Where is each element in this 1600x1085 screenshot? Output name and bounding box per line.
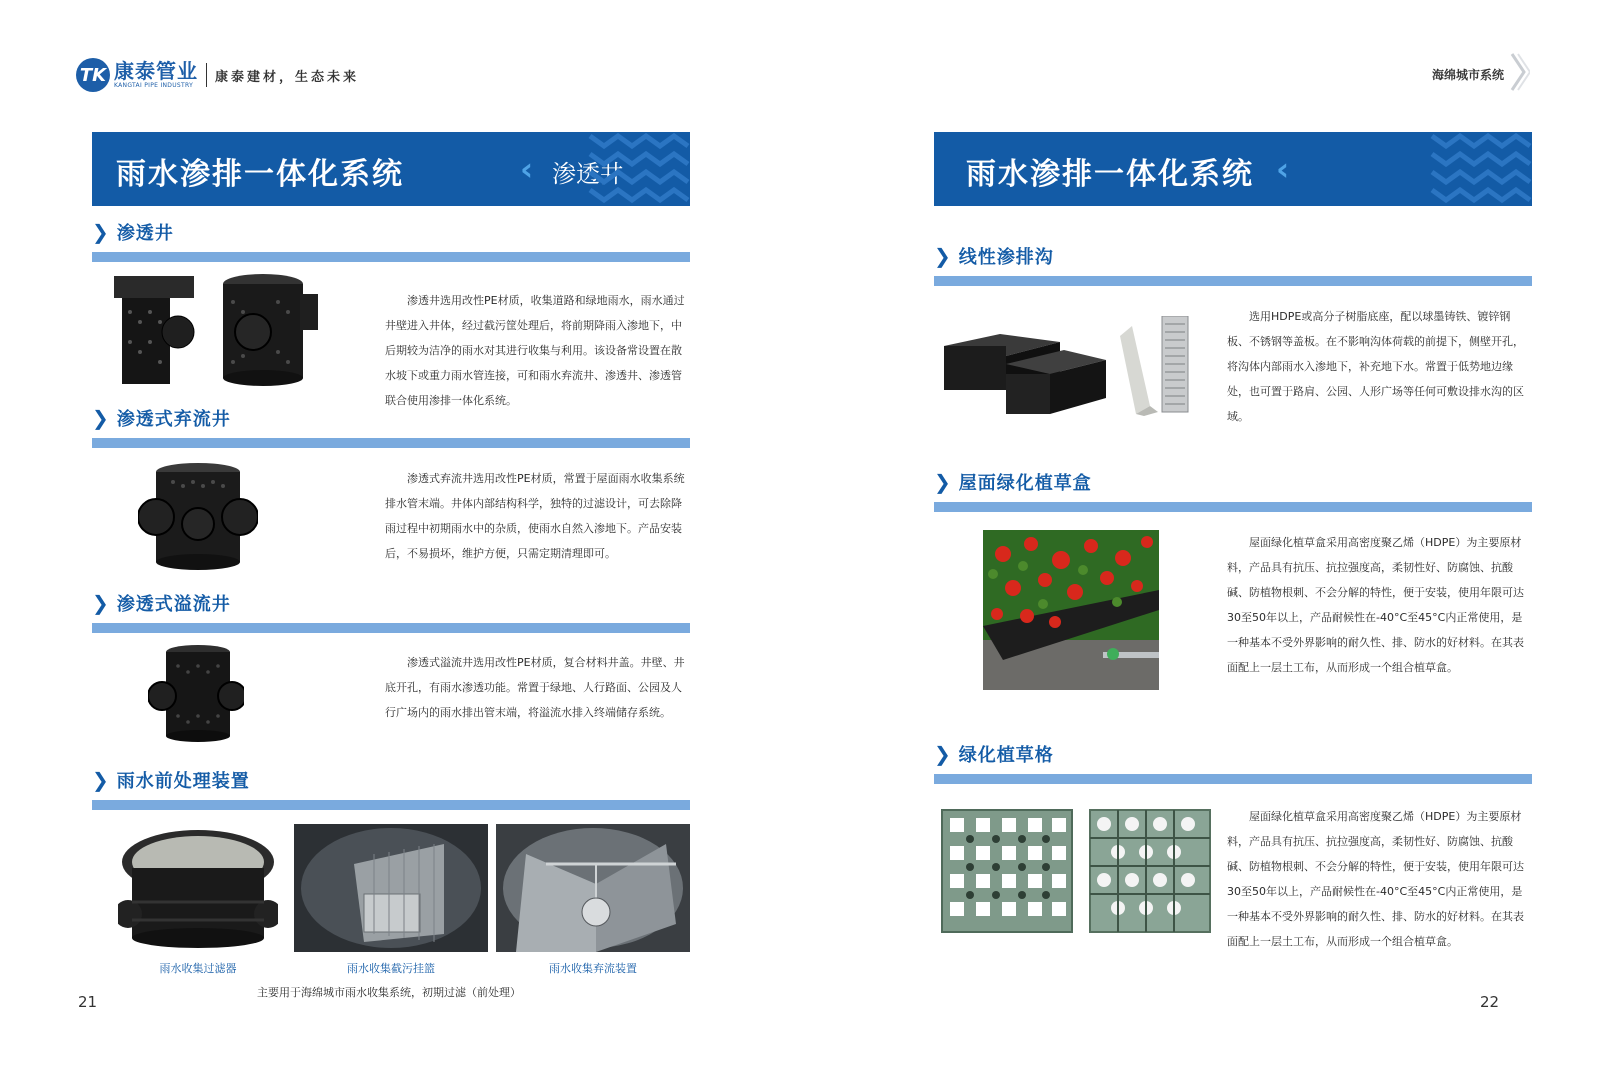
sewage-basket-image bbox=[294, 824, 488, 952]
section-grass-grid bbox=[934, 742, 1532, 784]
section-title: 渗透式溢流井 bbox=[116, 594, 231, 615]
chevron-right-icon: ❯ bbox=[934, 470, 951, 494]
grass-grid-image-2 bbox=[1088, 808, 1212, 934]
chevron-pattern-icon bbox=[580, 132, 690, 206]
chevron-right-icon: ❯ bbox=[92, 220, 109, 244]
rain-filter-image bbox=[118, 824, 278, 952]
overflow-well-image bbox=[148, 644, 244, 744]
chevron-pattern-icon bbox=[1422, 132, 1532, 206]
section-description: 渗透井选用改性PE材质，收集道路和绿地雨水，雨水通过井壁进入井体，经过截污筐处理后，将前期降雨入渗地下，中后期较为洁净的雨水对其进行收集与利用。该设备常设置在散水坡下或重力雨水管连接，可和雨水弃流井、渗透井、渗透管联合使用渗排一体化系统。 bbox=[385, 294, 685, 407]
left-banner-title: 雨水渗排一体化系统 bbox=[116, 157, 404, 192]
section-divider bbox=[92, 800, 690, 810]
section-description: 屋面绿化植草盒采用高密度聚乙烯（HDPE）为主要原材料，产品具有抗压、抗拉强度高，柔韧性好、防腐蚀、抗酸碱、防植物根刺、不会分解的特性，便于安装，使用年限可达30至50年以上，产品耐候性在-40°C至45°C内正常使用，是一种基本不受外界影响的耐久性、排、防水的好材料。在其表面配上一层土工布，从而形成一个组合植草盒。 bbox=[1227, 536, 1524, 674]
section-title: 线性渗排沟 bbox=[958, 247, 1054, 268]
roof-grass-box-image bbox=[983, 530, 1159, 690]
caption-sewage-basket: 雨水收集截污挂篮 bbox=[347, 962, 435, 975]
chevron-right-icon: ❯ bbox=[92, 768, 109, 792]
header-series-title: 海绵城市系统 bbox=[1431, 68, 1504, 82]
page-number-left: 21 bbox=[78, 993, 98, 1011]
section-pretreatment bbox=[92, 768, 690, 810]
section-description: 屋面绿化植草盒采用高密度聚乙烯（HDPE）为主要原材料，产品具有抗压、抗拉强度高，柔韧性好、防腐蚀、抗酸碱、防植物根刺、不会分解的特性，便于安装，使用年限可达30至50年以上，产品耐候性在-40°C至45°C内正常使用，是一种基本不受外界影响的耐久性、排、防水的好材料。在其表面配上一层土工布，从而形成一个组合植草盒。 bbox=[1227, 810, 1524, 948]
section-discard-well bbox=[92, 406, 690, 448]
brand-name-cn: 康泰管业 bbox=[114, 59, 198, 83]
section-linear-trench bbox=[934, 244, 1532, 286]
section-title: 绿化植草格 bbox=[958, 745, 1054, 766]
right-banner bbox=[934, 132, 1532, 206]
section-title: 渗透式弃流井 bbox=[116, 409, 231, 430]
right-banner-title: 雨水渗排一体化系统 bbox=[966, 157, 1254, 192]
pretreatment-note: 主要用于海绵城市雨水收集系统，初期过滤（前处理） bbox=[257, 986, 521, 999]
logo-divider bbox=[206, 63, 207, 87]
section-infiltration-well bbox=[92, 220, 690, 262]
double-chevron-icon bbox=[1508, 50, 1530, 94]
section-title: 雨水前处理装置 bbox=[116, 771, 250, 792]
infiltration-well-image bbox=[108, 272, 328, 390]
section-title: 渗透井 bbox=[116, 223, 174, 244]
section-description: 选用HDPE或高分子树脂底座，配以球墨铸铁、镀锌钢板、不锈钢等盖板。在不影响沟体荷载的前提下，侧壁开孔，将沟体内部雨水入渗地下，补充地下水。常置于低势地边缘处，也可置于路肩、公园、人形广场等任何可敷设排水沟的区域。 bbox=[1227, 310, 1524, 423]
linear-trench-image bbox=[940, 316, 1190, 416]
grass-grid-image-1 bbox=[940, 808, 1074, 934]
brand-slogan: 康泰建材，生态未来 bbox=[215, 69, 360, 85]
discard-well-image bbox=[138, 462, 258, 574]
section-divider bbox=[92, 438, 690, 448]
chevron-right-icon: ❯ bbox=[92, 591, 109, 615]
section-roof-grass-box bbox=[934, 470, 1532, 512]
page-number-right: 22 bbox=[1480, 993, 1500, 1011]
brand-name-en: KANGTAI PIPE INDUSTRY bbox=[114, 82, 194, 89]
section-divider bbox=[934, 774, 1532, 784]
right-page bbox=[800, 0, 1600, 1085]
chevron-right-icon: ❯ bbox=[92, 406, 109, 430]
chevron-right-icon: ❯ bbox=[934, 244, 951, 268]
section-description: 渗透式弃流井选用改性PE材质，常置于屋面雨水收集系统排水管末端。井体内部结构科学，独特的过滤设计，可去除降雨过程中初期雨水中的杂质，使雨水自然入渗地下。产品安装后，不易损坏，维护方便，只需定期清理即可。 bbox=[385, 472, 685, 560]
section-divider bbox=[92, 252, 690, 262]
left-banner bbox=[92, 132, 690, 206]
section-overflow-well bbox=[92, 591, 690, 633]
left-banner-subtitle: 渗透井 bbox=[552, 160, 624, 188]
section-divider bbox=[934, 276, 1532, 286]
section-divider bbox=[92, 623, 690, 633]
discard-device-image bbox=[496, 824, 690, 952]
section-divider bbox=[934, 502, 1532, 512]
brand-logo bbox=[76, 58, 359, 92]
section-title: 屋面绿化植草盒 bbox=[958, 473, 1092, 494]
banner-chevron-icon: ‹ bbox=[520, 150, 534, 188]
chevron-right-icon: ❯ bbox=[934, 742, 951, 766]
banner-chevron-icon: ‹ bbox=[1276, 150, 1290, 188]
section-description: 渗透式溢流井选用改性PE材质，复合材料井盖。井壁、井底开孔，有雨水渗透功能。常置于绿地、人行路面、公园及人行广场内的雨水排出管末端，将溢流水排入终端储存系统。 bbox=[385, 656, 685, 719]
caption-discard-device: 雨水收集弃流装置 bbox=[549, 962, 637, 975]
logo-mark-icon: TK bbox=[76, 58, 110, 92]
caption-rain-filter: 雨水收集过滤器 bbox=[159, 962, 237, 975]
